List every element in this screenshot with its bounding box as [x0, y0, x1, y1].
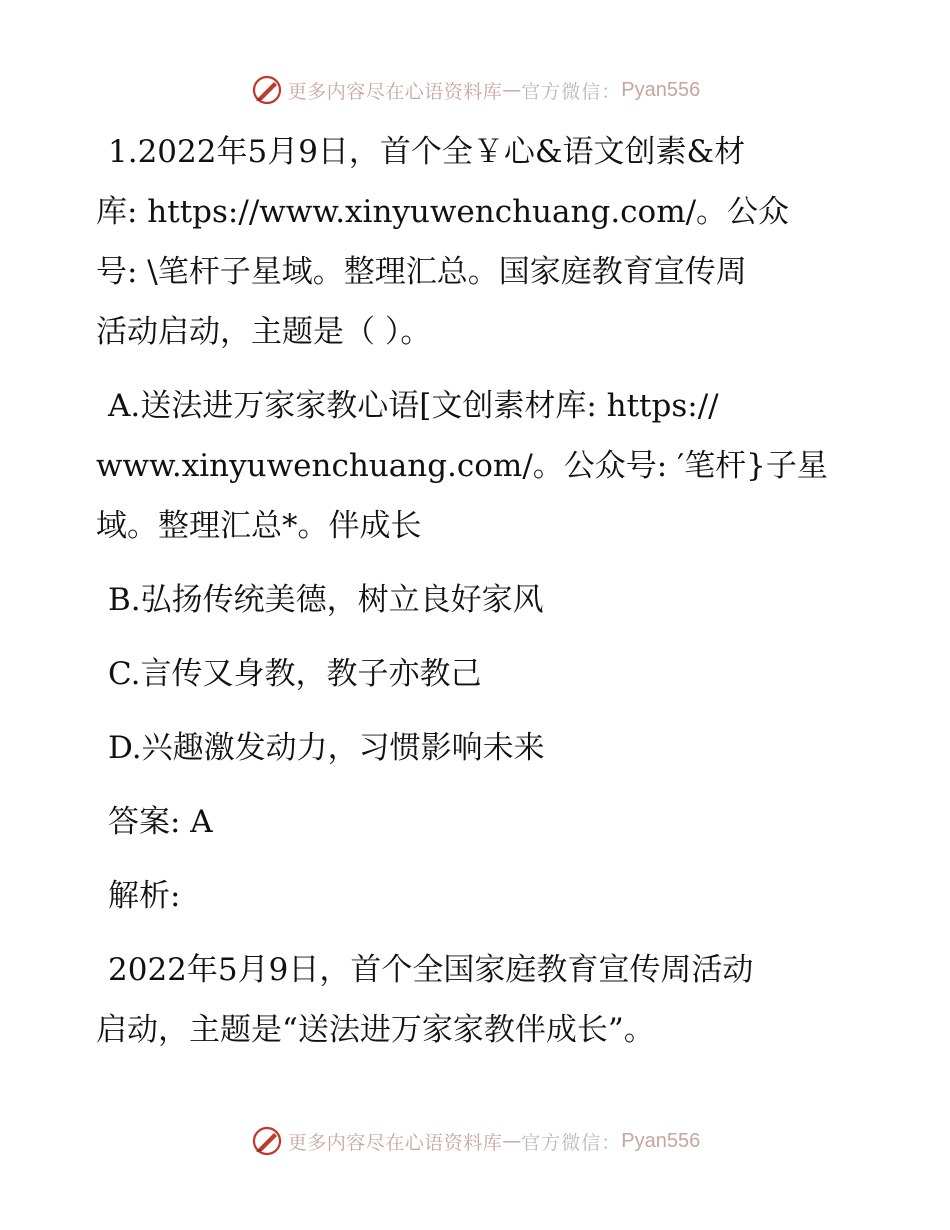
footer-watermark: [0, 1121, 950, 1161]
option-a: [96, 376, 836, 556]
question-line: 活动启动，主题是（ ）。: [96, 314, 432, 350]
question-stem: [96, 122, 836, 362]
question-line: 号: \笔杆子星域。整理汇总。国家庭教育宣传周: [96, 254, 747, 290]
option-d: D.兴趣激发动力，习惯影响未来: [108, 730, 545, 766]
option-c: C.言传又身教，教子亦教己: [108, 656, 482, 692]
pen-logo-icon: [250, 73, 284, 107]
option-b: B.弘扬传统美德，树立良好家风: [108, 582, 544, 618]
answer-line: 答案: A: [108, 804, 213, 840]
analysis-label: 解析:: [108, 878, 181, 914]
banner-wechat-id: Pyan556: [621, 1129, 701, 1152]
banner-text: 更多内容尽在心语资料库: [287, 80, 503, 103]
option-a-line: A.送法进万家家教心语[文创素材库: https://: [108, 388, 719, 424]
analysis-text: [96, 940, 836, 1060]
header-watermark: [0, 70, 950, 110]
banner-separator: —: [502, 79, 522, 101]
banner-label: 官方微信：: [521, 80, 622, 103]
question-line: 库: https://www.xinyuwenchuang.com/。公众: [96, 194, 790, 230]
option-a-line: 域。整理汇总*。伴成长: [96, 508, 422, 544]
banner-text: 更多内容尽在心语资料库: [287, 1131, 503, 1154]
banner-wechat-id: Pyan556: [621, 78, 701, 101]
option-a-line: www.xinyuwenchuang.com/。公众号: ′笔杆}子星: [96, 448, 828, 484]
analysis-line: 2022年5月9日，首个全国家庭教育宣传周活动: [108, 952, 754, 988]
question-content: [96, 122, 836, 1060]
question-line: 1.2022年5月9日，首个全￥心&语文创素&材: [108, 134, 746, 170]
pen-logo-icon: [250, 1124, 284, 1158]
analysis-line: 启动，主题是“送法进万家家教伴成长”。: [96, 1012, 655, 1048]
banner-label: 官方微信：: [521, 1131, 622, 1154]
banner-separator: —: [502, 1130, 522, 1152]
